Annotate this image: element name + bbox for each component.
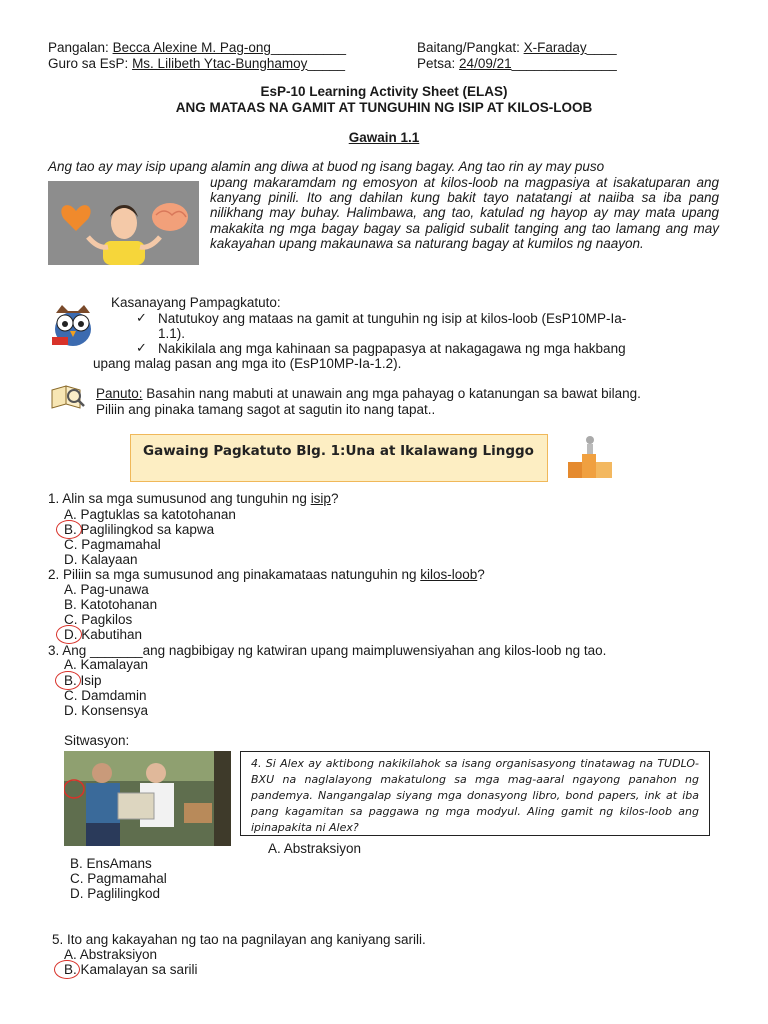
intro-first-line: Ang tao ay may isip upang alamin ang diwa at buod ng isang bagay. Ang tao rin ay may puso bbox=[48, 159, 605, 174]
q3-option-a: A. Kamalayan bbox=[64, 657, 149, 672]
answer-circle bbox=[56, 625, 82, 644]
thinking-person-icon bbox=[48, 181, 199, 265]
sheet-subtitle: ANG MATAAS NA GAMIT AT TUNGUHIN NG ISIP AT KILOS-LOOB bbox=[175, 100, 593, 115]
q3-stem: 3. Ang _______ang nagbibigay ng katwiran upang maimpluwensiyahan ang kilos-loob ng tao. bbox=[48, 643, 607, 658]
panuto-line-1 bbox=[96, 386, 641, 401]
date-value: 24/09/21 bbox=[459, 56, 512, 71]
grade-value: X-Faraday bbox=[523, 40, 587, 55]
q2-option-d: D. Kabutihan bbox=[64, 627, 143, 642]
q5-stem: 5. Ito ang kakayahan ng tao na pagnilayan ang kaniyang sarili. bbox=[52, 932, 426, 947]
q3-option-b: B. Isip bbox=[64, 673, 102, 688]
grade-fill: ____ bbox=[586, 40, 617, 55]
activity-banner-text: Gawaing Pagkatuto Blg. 1:Una at Ikalawang Linggo bbox=[143, 443, 534, 459]
q4-option-a: A. Abstraksiyon bbox=[268, 841, 362, 856]
name-label: Pangalan: bbox=[48, 40, 109, 55]
date-line bbox=[417, 56, 617, 71]
teacher-value: Ms. Lilibeth Ytac-Bunghamoy bbox=[132, 56, 308, 71]
competency-item-2: Nakikilala ang mga kahinaan sa pagpapasya at nakagagawa ng mga hakbang bbox=[158, 341, 626, 356]
competency-item-1: Natutukoy ang mataas na gamit at tunguhin ng isip at kilos-loob (EsP10MP-Ia- bbox=[158, 311, 627, 326]
stairs-icon bbox=[564, 432, 616, 484]
q1-stem: 1. Alin sa mga sumusunod ang tunguhin ng isip? bbox=[48, 491, 339, 506]
grade-label: Baitang/Pangkat: bbox=[417, 40, 520, 55]
panuto-line-2: Piliin ang pinaka tamang sagot at sagutin ito nang tapat.. bbox=[96, 402, 436, 417]
q1-option-b: B. Paglilingkod sa kapwa bbox=[64, 522, 215, 537]
q4-option-b: B. EnsAmans bbox=[70, 856, 152, 871]
activity-banner bbox=[130, 434, 548, 482]
q2-stem: 2. Piliin sa mga sumusunod ang pinakamataas natunguhin ng kilos-loob? bbox=[48, 567, 485, 582]
competency-item-2-cont: upang malag pasan ang mga ito (EsP10MP-Ia-1.2). bbox=[93, 356, 402, 371]
answer-circle bbox=[54, 960, 80, 979]
check-icon: ✓ bbox=[136, 310, 147, 325]
teacher-line bbox=[48, 56, 345, 71]
volunteers-photo bbox=[64, 751, 231, 846]
grade-line bbox=[417, 40, 617, 55]
q4-option-c: C. Pagmamahal bbox=[70, 871, 167, 886]
q2-option-b: B. Katotohanan bbox=[64, 597, 158, 612]
sheet-title: EsP-10 Learning Activity Sheet (ELAS) bbox=[260, 84, 508, 99]
owl-icon bbox=[48, 301, 98, 349]
q4-situation-box: 4. Si Alex ay aktibong nakikilahok sa isang organisasyong tinatawag na TUDLO-BXU na naglalayong makatulong sa mga mag-aaral ngayong panahon ng pandemya. Nangangalap siyang mga donasyong libro, bond papers, ink at iba pang kagamitan sa paggawa ng mga modyul. Aling gamit ng kilos-loob ang ipinapakita ni Alex? bbox=[240, 751, 710, 836]
teacher-fill: _____ bbox=[307, 56, 345, 71]
q1-option-a: A. Pagtuklas sa katotohanan bbox=[64, 507, 236, 522]
q3-option-c: C. Damdamin bbox=[64, 688, 147, 703]
q5-option-b: B. Kamalayan sa sarili bbox=[64, 962, 198, 977]
gawain-title: Gawain 1.1 bbox=[348, 130, 420, 145]
book-magnifier-icon bbox=[50, 382, 86, 410]
check-icon: ✓ bbox=[136, 340, 147, 355]
q3-option-d: D. Konsensya bbox=[64, 703, 149, 718]
name-value: Becca Alexine M. Pag-ong bbox=[112, 40, 271, 55]
intro-paragraph: upang makaramdam ng emosyon at kilos-loob na magpasiya at isakatuparan ang kanyang pinili. Ito ang dahilan kung bakit tayo natatangi at naiiba sa iba pang nilikhang may buhay. Halimbawa, ang tao, katulad ng hayop ay may mata upang makakita ng mga bagay bagay sa paligid subalit tanging ang tao lamang ang may kakayahan upang makaunawa sa naturang bagay at kumilos ng naayon. bbox=[210, 175, 719, 251]
panuto-text-1: Basahin nang mabuti at unawain ang mga pahayag o katanungan sa bawat bilang. bbox=[142, 386, 641, 401]
competency-label: Kasanayang Pampagkatuto: bbox=[111, 295, 281, 310]
date-fill: ______________ bbox=[511, 56, 617, 71]
date-label: Petsa: bbox=[417, 56, 456, 71]
q2-option-c: C. Pagkilos bbox=[64, 612, 133, 627]
name-fill: __________ bbox=[270, 40, 347, 55]
q1-option-c: C. Pagmamahal bbox=[64, 537, 161, 552]
panuto-label: Panuto: bbox=[96, 386, 143, 401]
q4-option-d: D. Paglilingkod bbox=[70, 886, 161, 901]
q2-option-a: A. Pag-unawa bbox=[64, 582, 149, 597]
sitwasyon-label: Sitwasyon: bbox=[64, 733, 130, 748]
teacher-label: Guro sa EsP: bbox=[48, 56, 129, 71]
q5-option-a: A. Abstraksiyon bbox=[64, 947, 158, 962]
name-line bbox=[48, 40, 346, 55]
competency-item-1-cont: 1.1). bbox=[158, 326, 186, 341]
q1-option-d: D. Kalayaan bbox=[64, 552, 138, 567]
